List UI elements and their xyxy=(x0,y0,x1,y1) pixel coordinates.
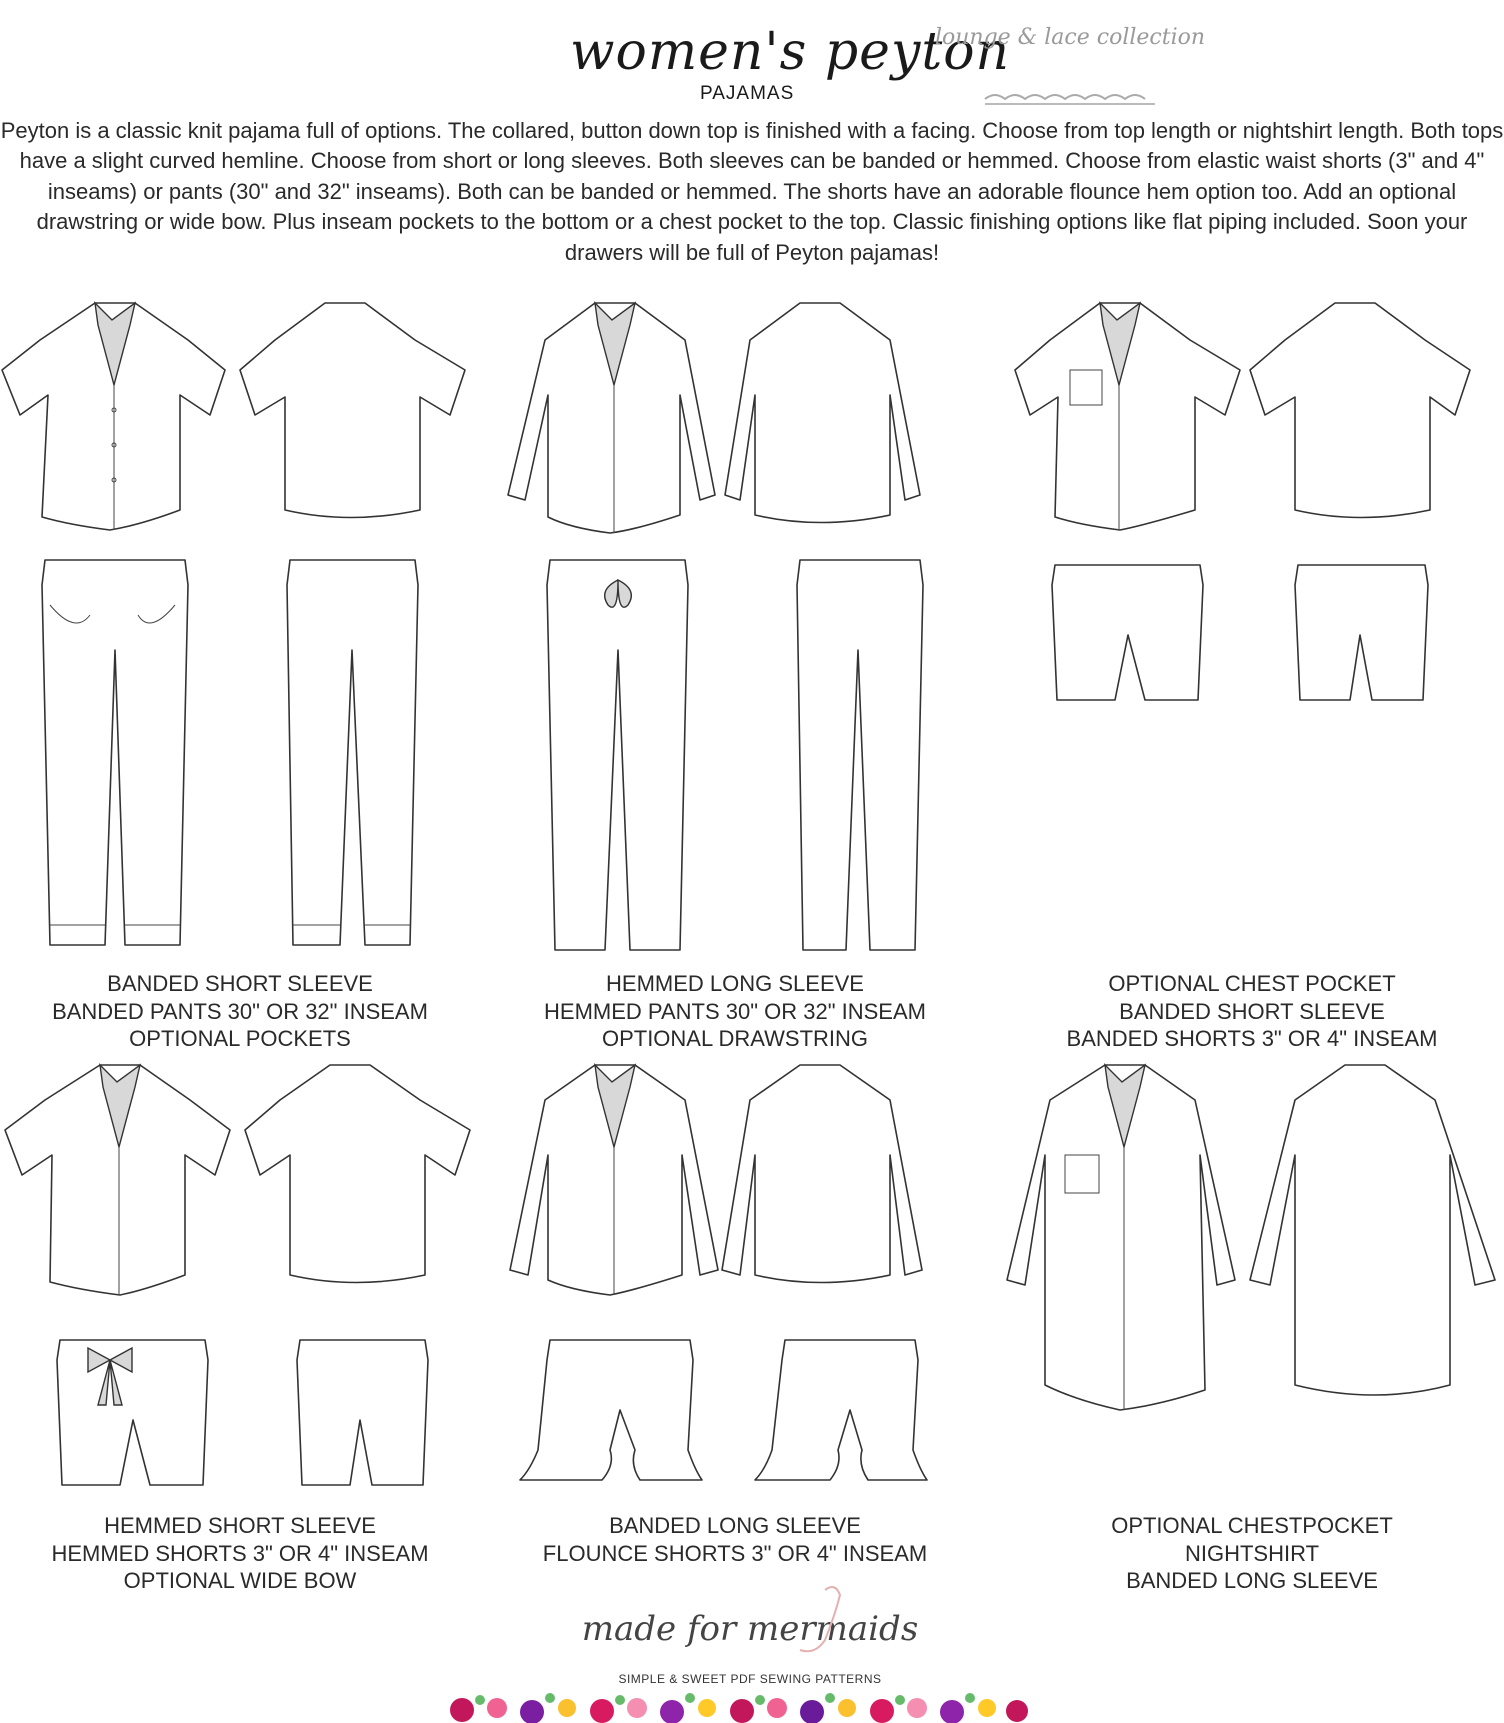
view-2-illustration xyxy=(490,285,980,965)
view-2-caption xyxy=(490,970,980,1053)
back-top-long-sleeve xyxy=(722,1065,922,1283)
view-6-caption xyxy=(1000,1512,1504,1595)
view-3-line-3: BANDED SHORTS 3" OR 4" INSEAM xyxy=(1066,1026,1438,1051)
front-top-long-sleeve xyxy=(508,303,715,533)
view-3-illustration xyxy=(1000,285,1504,965)
front-banded-pants xyxy=(42,560,188,945)
view-6-line-1: OPTIONAL CHESTPOCKET xyxy=(1111,1513,1393,1538)
view-5-line-2: FLOUNCE SHORTS 3" OR 4" INSEAM xyxy=(542,1540,928,1566)
back-top-long-sleeve xyxy=(725,303,920,523)
back-hemmed-pants xyxy=(797,560,923,950)
back-hemmed-shorts xyxy=(297,1340,428,1485)
view-2-line-2: HEMMED PANTS 30" OR 32" INSEAM xyxy=(544,998,926,1024)
view-3-line-1: OPTIONAL CHEST POCKET xyxy=(1108,971,1396,996)
view-4-line-2: HEMMED SHORTS 3" OR 4" INSEAM xyxy=(51,1540,429,1566)
view-4-illustration xyxy=(0,1060,480,1520)
pattern-description: Peyton is a classic knit pajama full of options. The collared, button down top is finished with a facing. Choose from top length or nightshirt length. Both tops have a slight curved hemline. Choose from short or long sleeves. Both sleeves can be banded or hemmed. Choose from elastic waist shorts (3" and 4" inseams) or pants (30" and 32" inseams). Both can be banded or hemmed. The shorts have an adorable flounce hem option too. Add an optional drawstring or wide bow. Plus inseam pockets to the bottom or a chest pocket to the top. Classic finishing options like flat piping included. Soon your drawers will be full of Peyton pajamas! xyxy=(0,118,1504,265)
back-top-short-sleeve xyxy=(1250,303,1470,518)
back-banded-pants xyxy=(287,560,418,945)
back-top-short-sleeve xyxy=(240,303,465,518)
lounge-lace-logo-text: lounge & lace collection xyxy=(934,25,1206,50)
view-4-line-3: OPTIONAL WIDE BOW xyxy=(123,1568,357,1593)
view-6-line-3: BANDED LONG SLEEVE xyxy=(1126,1568,1378,1593)
view-1-illustration xyxy=(0,285,480,965)
back-banded-shorts xyxy=(1295,565,1428,700)
footer-tagline: SIMPLE & SWEET PDF SEWING PATTERNS xyxy=(618,1672,882,1686)
view-1-line-3: OPTIONAL POCKETS xyxy=(129,1026,351,1051)
lounge-lace-logo xyxy=(934,4,1206,114)
made-for-mermaids-logo xyxy=(581,1580,919,1680)
front-top-long-sleeve xyxy=(510,1065,718,1295)
view-6-illustration xyxy=(995,1060,1504,1520)
title-script: women's peyton xyxy=(570,22,1011,82)
back-flounce-shorts xyxy=(755,1340,927,1480)
front-hemmed-pants-drawstring xyxy=(547,560,688,950)
view-6-line-2: NIGHTSHIRT xyxy=(1184,1540,1320,1566)
view-5-caption xyxy=(490,1512,980,1567)
front-hemmed-shorts-bow xyxy=(57,1340,208,1485)
view-4-caption xyxy=(0,1512,480,1595)
view-1-line-1: BANDED SHORT SLEEVE xyxy=(107,971,373,996)
view-1-caption xyxy=(0,970,480,1053)
view-2-line-3: OPTIONAL DRAWSTRING xyxy=(601,1026,869,1051)
view-3-line-2: BANDED SHORT SLEEVE xyxy=(1119,998,1385,1024)
view-2-line-1: HEMMED LONG SLEEVE xyxy=(606,971,864,996)
view-5-illustration xyxy=(490,1060,980,1520)
floral-border xyxy=(442,1688,1032,1723)
front-banded-shorts xyxy=(1052,565,1203,700)
view-4-line-1: HEMMED SHORT SLEEVE xyxy=(104,1513,376,1538)
front-top-short-sleeve xyxy=(2,303,225,530)
view-3-caption xyxy=(1000,970,1504,1053)
front-flounce-shorts xyxy=(520,1340,702,1480)
front-top-short-sleeve xyxy=(5,1065,230,1295)
made-for-mermaids-logo-text: made for mermaids xyxy=(581,1609,919,1649)
back-nightshirt xyxy=(1250,1065,1495,1395)
title-subtitle: PAJAMAS xyxy=(700,83,795,104)
front-nightshirt xyxy=(1007,1065,1235,1410)
back-top-short-sleeve xyxy=(245,1065,470,1283)
view-1-line-2: BANDED PANTS 30" OR 32" INSEAM xyxy=(52,998,428,1024)
front-top-chest-pocket xyxy=(1015,303,1240,530)
view-5-line-1: BANDED LONG SLEEVE xyxy=(609,1513,861,1538)
